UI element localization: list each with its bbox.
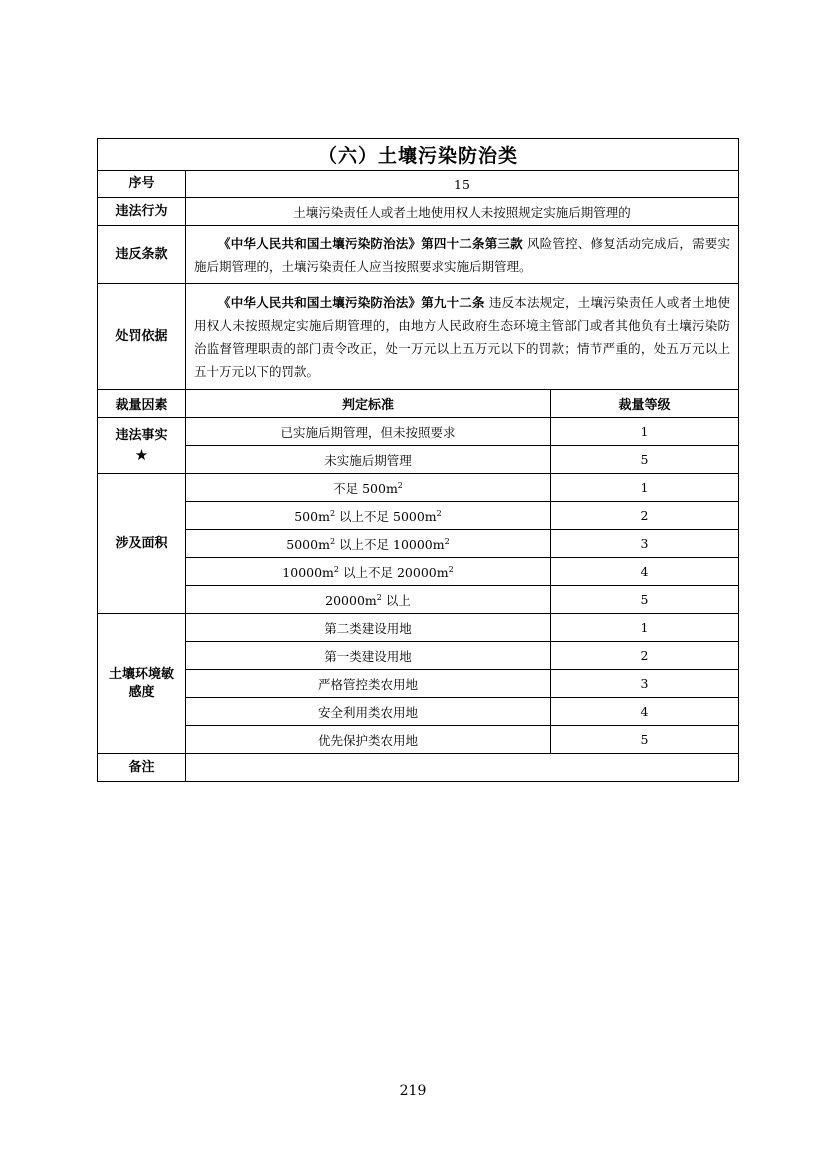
criterion-sup: 2 [444, 536, 450, 546]
remarks-value [186, 754, 739, 782]
serial-row [98, 171, 739, 198]
table-title: （六）土壤污染防治类 [98, 139, 739, 171]
factor-header-row [98, 390, 739, 418]
level-cell: 3 [551, 670, 739, 698]
table-row [98, 642, 739, 670]
level-cell: 4 [551, 698, 739, 726]
criterion-cell: 未实施后期管理 [186, 446, 551, 474]
criterion-cell: 第一类建设用地 [186, 642, 551, 670]
factor-group-facts [98, 418, 186, 474]
level-cell: 5 [551, 586, 739, 614]
penalty-basis-label: 处罚依据 [98, 284, 186, 390]
table-row [98, 446, 739, 474]
criterion-cell: 已实施后期管理，但未按照要求 [186, 418, 551, 446]
level-cell: 1 [551, 614, 739, 642]
criterion-sup: 2 [436, 508, 442, 518]
factor-group-name: 违法事实 [115, 428, 168, 443]
criterion-text: 20000m [325, 592, 377, 608]
table-row [98, 418, 739, 446]
level-cell: 1 [551, 474, 739, 502]
criterion-sup: 2 [448, 564, 454, 574]
criterion-sup: 2 [376, 592, 382, 602]
factor-group-sensitivity: 土壤环境敏感度 [98, 614, 186, 754]
criterion-cell: 第二类建设用地 [186, 614, 551, 642]
penalty-table [97, 138, 739, 782]
table-row [98, 530, 739, 558]
violated-clause-law: 《中华人民共和国土壤污染防治法》第四十二条第三款 [218, 236, 523, 251]
criterion-cell [186, 474, 551, 502]
criterion-sup: 2 [397, 480, 403, 490]
criterion-cell: 优先保护类农用地 [186, 726, 551, 754]
title-row [98, 139, 739, 171]
remarks-label: 备注 [98, 754, 186, 782]
criterion-cell [186, 586, 551, 614]
penalty-basis-value [186, 284, 739, 390]
table-row [98, 474, 739, 502]
criterion-text: 以上 [381, 592, 411, 608]
table-row [98, 502, 739, 530]
penalty-basis-text: 违反本法规定，土壤污染责任人或者土地使用权人未按照规定实施后期管理的，由地方人民政府生态环境主管部门或者其他负有土壤污染防治监督管理职责的部门责令改正，处一万元以上五万元以下的罚款；情节严重的，处五万元以上五十万元以下的罚款。 [194, 295, 731, 379]
level-header: 裁量等级 [551, 390, 739, 418]
criterion-cell [186, 558, 551, 586]
star-icon: ★ [134, 446, 149, 464]
penalty-basis-row [98, 284, 739, 390]
criterion-sup: 2 [329, 508, 336, 518]
violated-clause-row [98, 226, 739, 284]
serial-value: 15 [186, 171, 739, 198]
factor-group-area: 涉及面积 [98, 474, 186, 614]
factors-header: 裁量因素 [98, 390, 186, 418]
criterion-sup: 2 [333, 564, 340, 574]
table-row [98, 558, 739, 586]
level-cell: 4 [551, 558, 739, 586]
table-row [98, 726, 739, 754]
table-row [98, 586, 739, 614]
level-cell: 5 [551, 446, 739, 474]
criterion-text: 以上不足 5000m [335, 508, 437, 524]
penalty-basis-law: 《中华人民共和国土壤污染防治法》第九十二条 [218, 295, 485, 310]
violation-label: 违法行为 [98, 198, 186, 226]
level-cell: 5 [551, 726, 739, 754]
criterion-text: 不足 500m [333, 480, 398, 496]
violated-clause-label: 违反条款 [98, 226, 186, 284]
level-cell: 3 [551, 530, 739, 558]
level-cell: 2 [551, 642, 739, 670]
criterion-text: 10000m [282, 564, 334, 580]
table-row [98, 614, 739, 642]
table-row [98, 698, 739, 726]
level-cell: 1 [551, 418, 739, 446]
criterion-sup: 2 [329, 536, 336, 546]
criterion-cell [186, 530, 551, 558]
page-number: 219 [399, 1083, 427, 1099]
criterion-text: 500m [294, 508, 330, 524]
violation-row [98, 198, 739, 226]
level-cell: 2 [551, 502, 739, 530]
table-row [98, 670, 739, 698]
violated-clause-value [186, 226, 739, 284]
violated-clause-text: 风险管控、修复活动完成后，需要实施后期管理的，土壤污染责任人应当按照要求实施后期管理。 [194, 236, 730, 274]
criterion-cell: 安全利用类农用地 [186, 698, 551, 726]
violation-value: 土壤污染责任人或者土地使用权人未按照规定实施后期管理的 [186, 198, 739, 226]
criterion-cell [186, 502, 551, 530]
criterion-text: 5000m [286, 536, 330, 552]
criterion-cell: 严格管控类农用地 [186, 670, 551, 698]
criterion-text: 以上不足 10000m [335, 536, 445, 552]
serial-label: 序号 [98, 171, 186, 198]
criteria-header: 判定标准 [186, 390, 551, 418]
criterion-text: 以上不足 20000m [339, 564, 449, 580]
remarks-row [98, 754, 739, 782]
